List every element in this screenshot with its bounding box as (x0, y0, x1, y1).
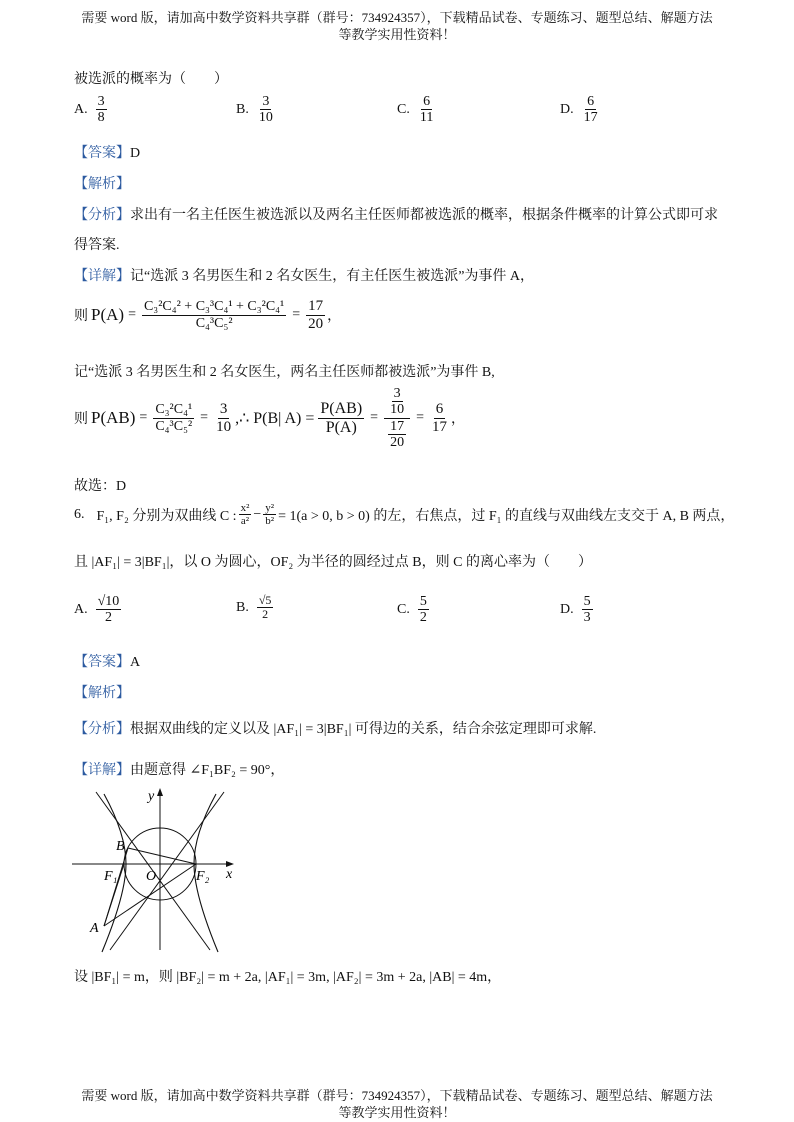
option-label: A. (74, 101, 88, 117)
segment-bf2 (128, 848, 196, 864)
option-label: B. (236, 101, 249, 117)
pa-result: $\frac{17}{20}$ (308, 298, 324, 332)
q5-detail-line-2: 记“选派 3 名男医生和 2 名女医生，两名主任医师都被选派”为事件 B, (74, 365, 495, 380)
final-fraction: $\frac{6}{17}$ (431, 401, 447, 435)
pa-fraction: $\frac{\text{C₃²C₄² + C₃³C₄¹ + C₃²C₄¹}}{\text{C₄³C₅²}}$ (143, 299, 285, 331)
fenxi-text: 根据双曲线的定义以及 |AF₁| = 3|BF₁| 可得边的关系，结合余弦定理即可求解. (130, 722, 597, 737)
q5-option-a[interactable] (74, 94, 109, 126)
label-b: B (116, 839, 125, 854)
q6-option-a[interactable] (74, 594, 123, 626)
answer-tag: 【答案】 (74, 146, 130, 161)
option-label: C. (397, 101, 410, 117)
formula-lhs: P(A) (91, 305, 125, 324)
option-fraction: $\frac{5}{2}$ (419, 594, 427, 626)
equals-sign: = (370, 410, 379, 426)
option-label: C. (397, 601, 410, 617)
detail-text: 由题意得 ∠F₁BF₂ = 90°， (130, 763, 285, 778)
q6-option-c[interactable] (397, 594, 431, 626)
answer-tag: 【答案】 (74, 655, 130, 670)
answer-value: A (130, 655, 141, 670)
stem-part: F₁, F₂ 分别为双曲线 C : (96, 508, 237, 524)
option-fraction: $\frac{3}{10}$ (258, 94, 273, 126)
label-x: x (226, 867, 233, 882)
compound-bottom: $\frac{17}{20}$ (390, 418, 405, 451)
q6-fenxi (74, 718, 596, 738)
q5-detail-line-1 (74, 265, 534, 285)
q5-option-b[interactable] (236, 94, 277, 126)
pab-result: $\frac{3}{10}$ (216, 401, 232, 435)
conditional-prob-label: ,∴ P(B| A) = (235, 410, 315, 428)
formula-lhs: P(AB) (91, 408, 136, 428)
page-footer (0, 1087, 794, 1121)
detail-tag: 【详解】 (74, 763, 130, 778)
question-number: 6. (74, 506, 85, 522)
option-label: D. (560, 101, 574, 117)
footer-line-2: 等教学实用性资料！ (338, 1105, 456, 1120)
label-y: y (148, 789, 155, 804)
hyperbola-y-term: $\frac{\text{y²}}{\text{b²}}$ (265, 502, 275, 528)
option-label: A. (74, 601, 88, 617)
q5-conclusion: 故选：D (74, 479, 127, 494)
option-label: D. (560, 601, 574, 617)
answer-value: D (130, 146, 141, 161)
detail-text: 记“选派 3 名男医生和 2 名女医生，有主任医生被选派”为事件 A， (130, 269, 535, 284)
pa-formula (74, 298, 341, 332)
fenxi-tag: 【分析】 (74, 208, 130, 223)
equals-sign: = (416, 410, 424, 426)
q6-option-d[interactable] (560, 594, 595, 626)
q5-answer (74, 142, 140, 162)
detail-tag: 【详解】 (74, 269, 130, 284)
hyperbola-x-term: $\frac{\text{x²}}{\text{a²}}$ (240, 502, 250, 528)
q6-last-line: 设 |BF₁| = m，则 |BF₂| = m + 2a, |AF₁| = 3m, |AF₂| = 3m + 2a, |AB| = 4m， (74, 970, 502, 985)
q5-fenxi-line-1 (74, 204, 718, 224)
option-fraction: $\frac{6}{11}$ (419, 94, 434, 126)
q6-option-b[interactable] (236, 594, 275, 621)
equals-sign: = (128, 307, 136, 322)
equals-sign: = (200, 410, 209, 426)
label-a: A (90, 921, 99, 936)
hyperbola-figure (68, 786, 244, 954)
formula-prefix: 则 (74, 412, 88, 428)
option-fraction: $\frac{5}{3}$ (583, 594, 591, 626)
option-fraction: $\frac{6}{17}$ (583, 94, 598, 126)
q5-option-d[interactable] (560, 94, 602, 126)
header-line-1: 需要 word 版，请加高中数学资料共享群（群号：734924357），下载精品试卷、专题练习、题型总结、解题方法 (81, 10, 713, 25)
header-line-2: 等教学实用性资料！ (338, 27, 456, 42)
formula-prefix: 则 (74, 309, 88, 324)
formula-tail: ， (450, 412, 465, 428)
fenxi-tag: 【分析】 (74, 722, 130, 737)
option-label: B. (236, 599, 249, 615)
label-f1: F₁ (104, 869, 118, 884)
option-fraction: $\frac{√5}{2}$ (258, 593, 272, 622)
y-axis-arrow (157, 788, 163, 796)
q6-analysis-tag: 【解析】 (74, 686, 130, 701)
option-fraction: $\frac{√10}{2}$ (97, 594, 120, 626)
q6-detail-line-1 (74, 759, 284, 779)
pab-formula (74, 386, 465, 451)
q6-stem-line-1 (74, 502, 734, 527)
q5-fenxi-line-2: 得答案. (74, 238, 120, 253)
minus-sign: − (253, 506, 262, 522)
page-header (0, 9, 794, 43)
option-fraction: $\frac{3}{8}$ (97, 94, 105, 126)
equals-sign: = (139, 410, 148, 426)
pab-fraction: $\frac{\text{C₃²C₄¹}}{\text{C₄³C₅²}}$ (155, 402, 193, 434)
label-f2: F₂ (196, 869, 210, 884)
q6-stem-line-2: 且 |AF₁| = 3|BF₁|，以 O 为圆心，OF₂ 为半径的圆经过点 B，则 C 的离心率为（ ） (74, 555, 592, 570)
formula-tail: ， (327, 309, 342, 324)
compound-fraction (384, 386, 410, 451)
fenxi-text: 求出有一名主任医生被选派以及两名主任医师都被选派的概率，根据条件概率的计算公式即可求 (130, 208, 718, 223)
label-o: O (146, 869, 157, 884)
stem-part: = 1(a > 0, b > 0) 的左，右焦点，过 F₁ 的直线与双曲线左支交于 A, B 两点， (278, 508, 735, 524)
conditional-fraction: $\frac{P(AB)}{P(A)}$ (320, 400, 363, 436)
compound-top: $\frac{3}{10}$ (390, 386, 405, 418)
q5-analysis-tag: 【解析】 (74, 177, 130, 192)
equals-sign: = (292, 307, 301, 322)
q6-answer (74, 651, 140, 671)
q5-stem-tail: 被选派的概率为（ ） (74, 72, 228, 87)
footer-line-1: 需要 word 版，请加高中数学资料共享群（群号：734924357），下载精品试卷、专题练习、题型总结、解题方法 (81, 1088, 713, 1103)
q5-option-c[interactable] (397, 94, 437, 126)
